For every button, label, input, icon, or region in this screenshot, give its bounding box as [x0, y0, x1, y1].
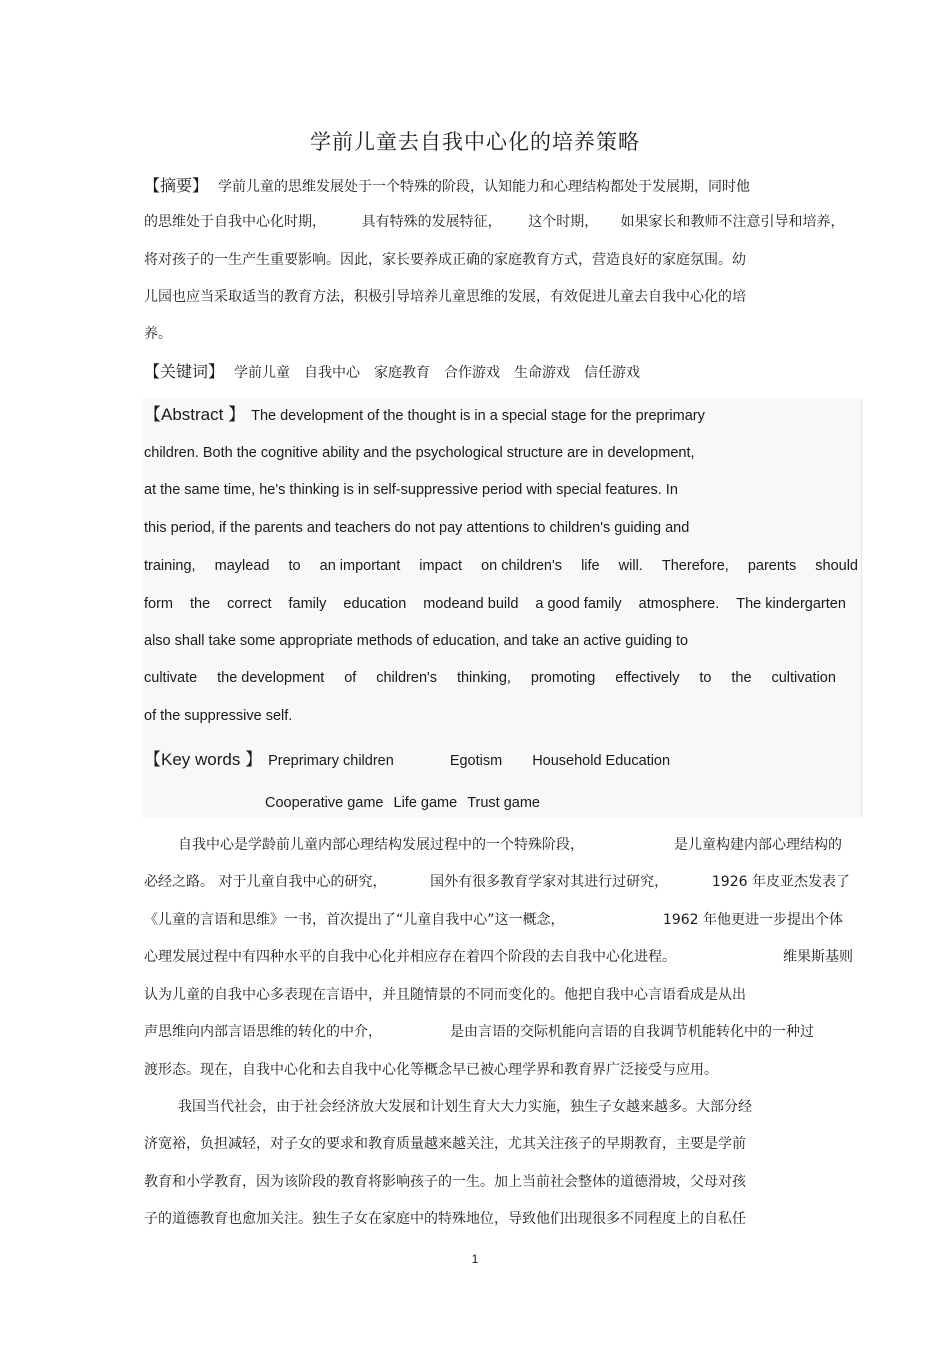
body-p2-line-2: 济宽裕，负担减轻，对子女的要求和教育质量越来越关注，尤其关注孩子的早期教育，主要是学前 — [144, 1136, 746, 1152]
abstract-word: form — [144, 596, 173, 612]
abstract-cn-line-2: 的思维处于自我中心化时期， 具有特殊的发展特征， 这个时期， 如果家长和教师不注意引导和培养， — [144, 214, 845, 230]
body-text: 1962 年他更进一步提出个体 — [662, 912, 843, 928]
body-text: 维果斯基则 — [783, 949, 853, 965]
keyword-en: Trust game — [467, 795, 540, 811]
abstract-cn-line-1 — [144, 176, 750, 197]
keyword-cn: 家庭教育 — [374, 365, 431, 381]
body-p1-line-6 — [144, 1022, 814, 1042]
body-p1-line-4 — [144, 947, 853, 967]
abstract-word: cultivation — [771, 670, 836, 686]
abstract-word: children's — [376, 670, 438, 686]
abstract-word: thinking, — [456, 670, 511, 686]
body-p2-line-4: 子的道德教育也愈加关注。独生子女在家庭中的特殊地位，导致他们出现很多不同程度上的自私任 — [144, 1211, 746, 1227]
keyword-en: Cooperative game — [265, 795, 384, 811]
keywords-en-label: 【Key words 】 — [144, 750, 263, 769]
abstract-word: to — [699, 670, 712, 686]
abstract-word: the — [190, 596, 211, 612]
abstract-word: life — [581, 558, 600, 574]
abstract-en-line-8 — [144, 668, 836, 688]
abstract-word: will. — [618, 558, 643, 574]
page-number: 1 — [471, 1252, 479, 1266]
keywords-en-row-2 — [265, 793, 540, 813]
body-p1-line-2 — [144, 872, 850, 892]
abstract-cn-line-4: 儿园也应当采取适当的教育方法，积极引导培养儿童思维的发展，有效促进儿童去自我中心化的培 — [144, 289, 746, 305]
body-text: 必经之路。 对于儿童自我中心的研究， — [144, 874, 387, 890]
abstract-word: maylead — [214, 558, 270, 574]
body-text: 国外有很多教育学家对其进行过研究， — [430, 874, 669, 890]
keyword-en: Household Education — [532, 753, 671, 769]
abstract-cn-line-3: 将对孩子的一生产生重要影响。因此，家长要养成正确的家庭教育方式，营造良好的家庭氛围。幼 — [144, 252, 746, 268]
body-text: 是儿童构建内部心理结构的 — [674, 837, 842, 853]
abstract-word: training, — [144, 558, 196, 574]
keyword-cn: 生命游戏 — [514, 365, 571, 381]
abstract-word: an important — [319, 558, 401, 574]
body-text: 是由言语的交际机能向言语的自我调节机能转化中的一种过 — [450, 1024, 814, 1040]
abstract-cn-line-5: 养。 — [144, 326, 172, 342]
body-p1-line-5: 认为儿童的自我中心多表现在言语中，并且随情景的不同而变化的。他把自我中心言语看成是从出 — [144, 987, 746, 1003]
body-text: 自我中心是学龄前儿童内部心理结构发展过程中的一个特殊阶段， — [178, 837, 584, 853]
abstract-word: should — [815, 558, 858, 574]
abstract-word: impact — [419, 558, 463, 574]
abstract-word: cultivate — [144, 670, 198, 686]
body-p1-line-7: 渡形态。现在，自我中心化和去自我中心化等概念早已被心理学界和教育界广泛接受与应用。 — [144, 1062, 718, 1078]
abstract-cn-text: 学前儿童的思维发展处于一个特殊的阶段，认知能力和心理结构都处于发展期，同时他 — [218, 179, 751, 195]
abstract-word: a good family — [535, 596, 622, 612]
abstract-word: the development — [217, 670, 325, 686]
abstract-word: modeand build — [423, 596, 519, 612]
abstract-en-label: 【Abstract 】 — [144, 405, 246, 424]
body-p2-line-1: 我国当代社会，由于社会经济放大发展和计划生育大大力实施，独生子女越来越多。大部分经 — [178, 1099, 752, 1115]
document-title: 学前儿童去自我中心化的培养策略 — [310, 130, 640, 154]
keyword-en: Life game — [393, 795, 458, 811]
body-p2-line-3: 教育和小学教育，因为该阶段的教育将影响孩子的一生。加上当前社会整体的道德滑坡，父母对孩 — [144, 1174, 746, 1190]
abstract-word: effectively — [615, 670, 680, 686]
abstract-word: to — [288, 558, 301, 574]
abstract-en-line-1 — [144, 405, 705, 426]
abstract-en-line-9: of the suppressive self. — [144, 708, 293, 724]
abstract-en-line-6 — [144, 594, 846, 614]
abstract-word: The kindergarten — [736, 596, 846, 612]
abstract-en-line-3: at the same time, he's thinking is in self-suppressive period with special features. In — [144, 482, 678, 498]
abstract-en-text: The development of the thought is in a special stage for the preprimary — [251, 408, 705, 424]
keywords-en-row-1 — [144, 750, 670, 771]
abstract-word: of — [344, 670, 357, 686]
abstract-word: Therefore, — [661, 558, 729, 574]
abstract-word: education — [343, 596, 407, 612]
keyword-en: Egotism — [449, 753, 503, 769]
keyword-cn: 合作游戏 — [444, 365, 501, 381]
keywords-cn-label: 【关键词】 — [144, 362, 225, 381]
body-p1-line-1 — [178, 835, 842, 855]
keyword-cn: 自我中心 — [304, 365, 361, 381]
abstract-word: on children's — [481, 558, 563, 574]
abstract-word: parents — [747, 558, 797, 574]
abstract-word: correct — [227, 596, 272, 612]
abstract-word: atmosphere. — [638, 596, 720, 612]
body-text: 《儿童的言语和思维》一书，首次提出了“儿童自我中心”这一概念， — [144, 912, 565, 928]
abstract-en-line-5 — [144, 556, 858, 576]
body-text: 声思维向内部言语思维的转化的中介， — [144, 1024, 382, 1040]
abstract-en-line-4: this period, if the parents and teachers do not pay attentions to children's guiding and — [144, 520, 690, 536]
abstract-word: the — [731, 670, 752, 686]
keyword-en: Preprimary children — [268, 753, 394, 769]
keywords-cn — [144, 362, 640, 383]
body-p1-line-3 — [144, 910, 843, 930]
abstract-cn-label: 【摘要】 — [144, 176, 209, 195]
keyword-cn: 信任游戏 — [584, 365, 641, 381]
abstract-en-line-7: also shall take some appropriate methods of education, and take an active guiding to — [144, 633, 689, 649]
body-text: 1926 年皮亚杰发表了 — [711, 874, 850, 890]
body-text: 心理发展过程中有四种水平的自我中心化并相应存在着四个阶段的去自我中心化进程。 — [144, 949, 676, 965]
abstract-en-line-2: children. Both the cognitive ability and the psychological structure are in development, — [144, 445, 695, 461]
keyword-cn: 学前儿童 — [234, 365, 291, 381]
abstract-word: family — [288, 596, 327, 612]
abstract-word: promoting — [530, 670, 596, 686]
